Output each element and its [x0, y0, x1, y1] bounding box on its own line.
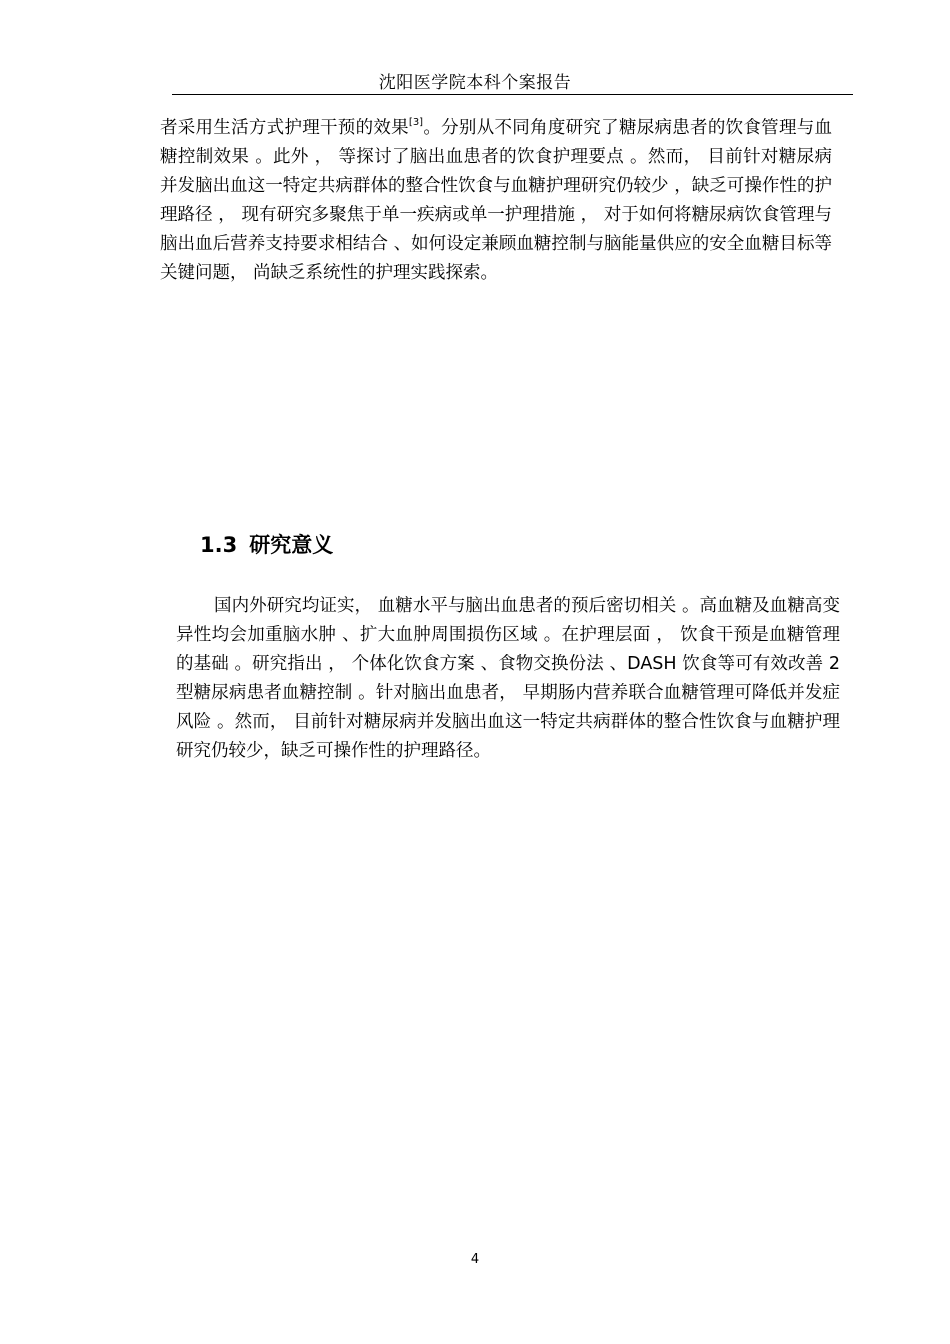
header-rule: [172, 94, 853, 95]
section-number: 1.3: [200, 533, 238, 557]
intro-text-after-citation: 。分别从不同角度研究了糖尿病患者的饮食管理与血糖控制效果 。此外 ， 等探讨了脑出血患者的饮食护理要点 。然而， 目前针对糖尿病并发脑出血这一特定共病群体的整合性饮食与血糖护理研究仍较少 ，缺乏可操作性的护理路径 ， 现有研究多聚焦于单一疾病或单一护理措施 ， 对于如何将糖尿病饮食管理与脑出血后营养支持要求相结合 、如何设定兼顾血糖控制与脑能量供应的安全血糖目标等关键问题， 尚缺乏系统性的护理实践探索。: [160, 118, 833, 283]
section-title: 研究意义: [249, 533, 334, 557]
page-number: 4: [470, 1252, 480, 1267]
citation-marker: [3]: [408, 117, 424, 128]
intro-text-before-citation: 者采用生活方式护理干预的效果: [160, 118, 409, 138]
running-header: 沈阳医学院本科个案报告: [378, 73, 572, 93]
section-heading: [200, 529, 333, 559]
intro-paragraph: [160, 114, 832, 288]
section-paragraph: 国内外研究均证实， 血糖水平与脑出血患者的预后密切相关 。高血糖及血糖高变异性均会加重脑水肿 、扩大血肿周围损伤区域 。在护理层面 ， 饮食干预是血糖管理的基础 。研究指出 ， 个体化饮食方案 、食物交换份法 、DASH 饮食等可有效改善 2 型糖尿病患者血糖控制 。针对脑出血患者， 早期肠内营养联合血糖管理可降低并发症风险 。然而， 目前针对糖尿病并发脑出血这一特定共病群体的整合性饮食与血糖护理研究仍较少，缺乏可操作性的护理路径。: [176, 596, 840, 761]
